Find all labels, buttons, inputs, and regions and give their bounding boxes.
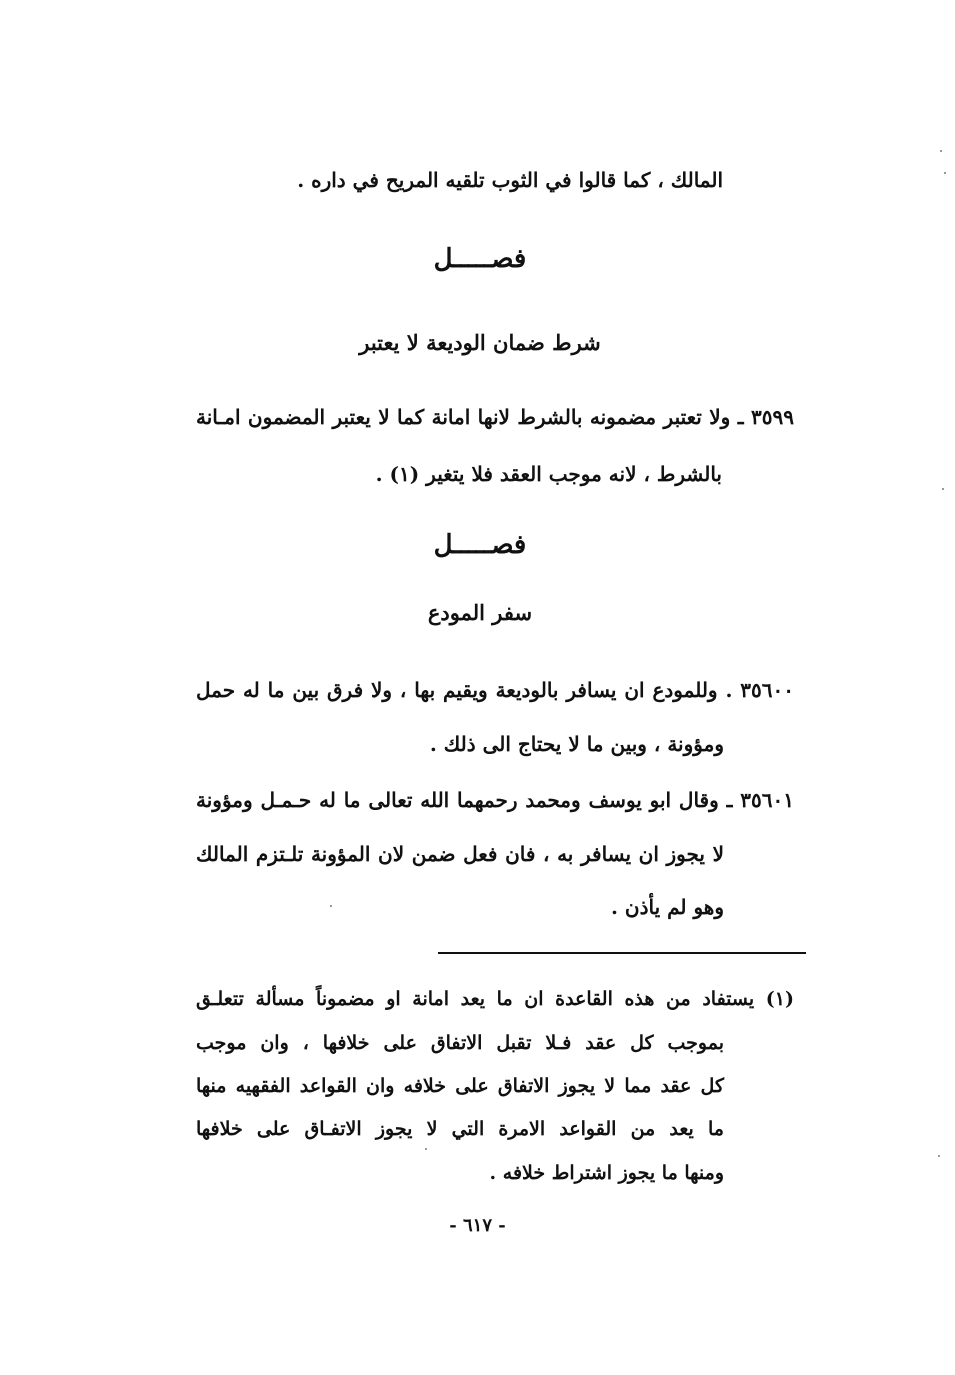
paragraph-35601-line-2: لا يجوز ان يسافر به ، فان فعل ضمن لان المؤونة تلـتزم المالك bbox=[196, 842, 724, 866]
footnote-separator bbox=[438, 952, 806, 954]
paragraph-3599-line-1: ٣٥٩٩ ـ ولا تعتبر مضمونه بالشرط لانها امانة كما لا يعتبر المضمون امـانة bbox=[196, 405, 794, 429]
footnote-line-1: (١) يستفاد من هذه القاعدة ان ما يعد امانة او مضموناً مسألة تتعلـق bbox=[196, 988, 794, 1010]
section-heading-1: فصـــــل bbox=[433, 244, 527, 274]
section-title-1: شرط ضمان الوديعة لا يعتبر bbox=[359, 330, 601, 355]
scan-speck bbox=[940, 150, 942, 152]
scan-speck bbox=[942, 488, 944, 490]
scan-speck bbox=[425, 1148, 427, 1150]
paragraph-35600-line-2: ومؤونة ، وبين ما لا يحتاج الى ذلك . bbox=[429, 732, 724, 756]
section-title-2: سفر المودع bbox=[427, 600, 533, 625]
footnote-line-4: ما يعد من القواعد الامرة التي لا يجوز الاتفـاق على خلافها bbox=[196, 1118, 724, 1140]
page-number: - ٦١٧ - bbox=[449, 1215, 506, 1236]
section-heading-2: فصـــــل bbox=[433, 530, 527, 560]
paragraph-35601-line-1: ٣٥٦٠١ ـ وقال ابو يوسف ومحمد رحمهما الله تعالى ما له حـمـل ومؤونة bbox=[196, 788, 794, 812]
paragraph-35600-line-1: ٣٥٦٠٠ . وللمودع ان يسافر بالوديعة ويقيم بها ، ولا فرق بين ما له حمل bbox=[196, 678, 794, 702]
footnote-line-2: بموجب كل عقد فـلا تقبل الاتفاق على خلافها ، وان موجب bbox=[196, 1032, 724, 1054]
paragraph-35601-line-3: وهو لم يأذن . bbox=[610, 895, 724, 919]
scan-speck bbox=[330, 905, 332, 907]
intro-line-1: المالك ، كما قالوا في الثوب تلقيه المريح في داره . bbox=[297, 168, 723, 192]
paragraph-3599-line-2: بالشرط ، لانه موجب العقد فلا يتغير (١) . bbox=[375, 462, 722, 486]
scan-speck bbox=[944, 172, 946, 174]
footnote-line-3: كل عقد مما لا يجوز الاتفاق على خلافه وان القواعد الفقهيه منها bbox=[196, 1075, 724, 1097]
scan-speck bbox=[938, 1155, 940, 1157]
footnote-line-5: ومنها ما يجوز اشتراط خلافه . bbox=[489, 1162, 724, 1184]
